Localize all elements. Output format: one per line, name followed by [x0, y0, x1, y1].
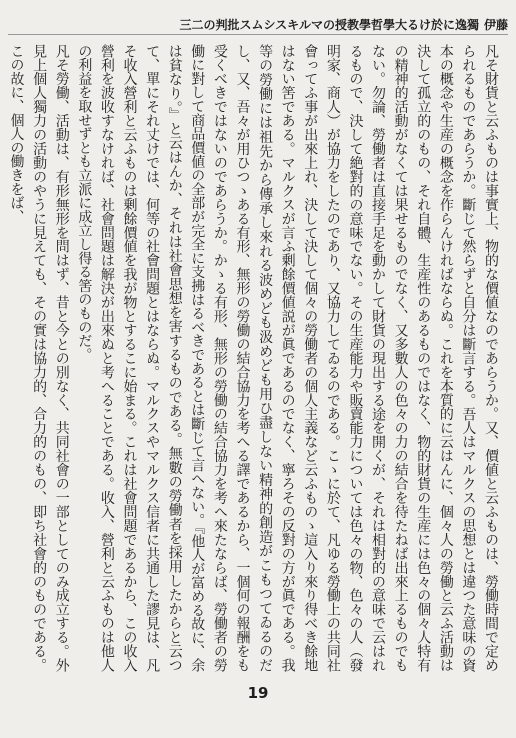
body-text [8, 44, 502, 673]
running-header [8, 14, 508, 35]
page-number: 19 [247, 684, 269, 702]
header-author: 伊藤 [483, 17, 508, 32]
body-paragraph: 凡そ財貨と云ふものは事實上、物的な價値なのであらうか。又、價値と云ふものは、勞働時間で定められるものであらうか。斷じて然らずと自分は斷言する。吾人はマルクスの思想とは違つた意味の資本の概念や生産の概念を作らんければならぬ。これを本質的に云はんに、個々人の勞働と云ふ活動は決して孤立的のもの、それ自體、生産性のあるものではなく、物的財貨の生産には色々の個々人特有の精神的活動がなくては果せるものでなく、又多數人の色々の力の結合を待たねば出來上るものでもない。勿論、勞働者は直接手足を動かして財貨の現出する途を開くが、それは相對的の意味で云はれるもので、決して絶對的の意味でない。その生産能力や販賣能力については色々の物、色々の人（發明家、商人）が協力をしたのであり、又協力してゐるのである。こゝに於て、凡ゆる勞働上の共同社會ってふ事が出來上れ、決して決して個々の勞働者の個人主義など云ふものゝ這入り來り得べき餘地はない筈である。マルクスが言ふ剰餘價値説が眞であるのでなく、寧ろその反對の方が眞である。我等の勞働には祖先から傳承し來れる波めども汲めども用ひ盡しない精神的創造がこもつてゐるのだし、又、吾々が用ひつゝある有形、無形の勞働の結合協力を考へる譯であるから、一個何の報酬をも受くべきではないのであらうか。かゝる有形、無形の勞働の結合協力を考へ來たならば、勞働者の勞働に對して商品價値の全部が完全に支拂はるべきであるとは斷じて言へない。『他人が富める故に、余は貧なり。』と云はんか、それは社會思想を害するものである。無數の勞働者を採用したからと云つて、單にそれ丈けでは、何等の社會問題とはならぬ。マルクスやマルクス信者に共通した謬見は、凡そ收入營利と云ふものは剰餘價値を我が物とするこに始まる。これは社會問題であるから、この收入營利を波收すなければ、社會問題は解決が出來ぬと考へることである。收入、營利と云ふものは他人の利益を取せずとも立派に成立し得る筈のものだ。 凡そ勞働、活動は、有形無形を問はず、昔と今との別なく、共同社會の一部としてのみ成立する。外見上個人獨力の活動のやうに見えても、その實は協力的、合力的のもの、即ち社會的のものである。この故に、個人の働きをば、 [8, 44, 499, 673]
header-title: 三二の判批スムシスキルマの授教學哲學大るけ於に逸獨 [179, 17, 479, 32]
